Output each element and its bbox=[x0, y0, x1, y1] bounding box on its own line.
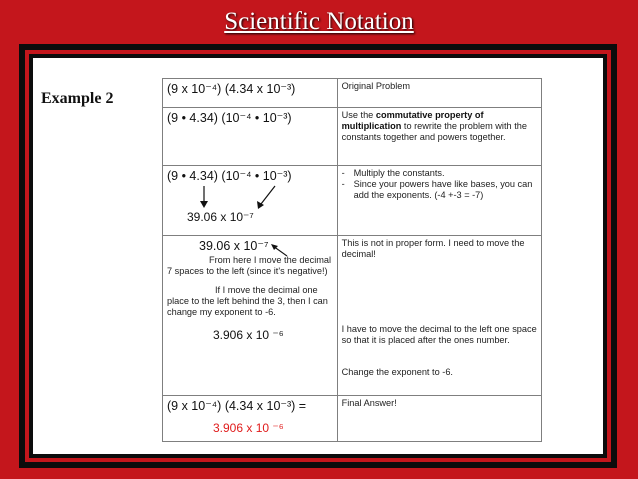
regrouped-expression: (9 • 4.34) (10⁻⁴ • 10⁻³) bbox=[167, 169, 292, 183]
bullet-item: - Multiply the constants. bbox=[341, 168, 445, 178]
left-cell bbox=[163, 79, 338, 108]
regrouped-expression: (9 • 4.34) (10⁻⁴ • 10⁻³) bbox=[167, 111, 292, 125]
table-row bbox=[163, 108, 542, 166]
original-problem-expression: (9 x 10⁻⁴) (4.34 x 10⁻³) bbox=[167, 82, 296, 96]
worked-example-table bbox=[162, 78, 542, 442]
right-cell bbox=[337, 166, 541, 236]
product-result: 39.06 x 10⁻⁷ bbox=[187, 210, 254, 224]
right-cell bbox=[337, 79, 541, 108]
move-decimal-explanation: I have to move the decimal to the left one space so that it is placed after the ones number. bbox=[341, 324, 537, 345]
example-label: Example 2 bbox=[41, 90, 114, 107]
table-row bbox=[163, 166, 542, 236]
table-row bbox=[163, 236, 542, 396]
text-run: to rewrite the problem with the constants together and powers together. bbox=[341, 121, 527, 142]
normalized-result: 3.906 x 10 ⁻⁶ bbox=[213, 328, 284, 342]
left-cell bbox=[163, 396, 338, 442]
right-cell bbox=[337, 108, 541, 166]
content-panel bbox=[33, 58, 603, 454]
bullet-item: - Since your powers have like bases, you can add the exponents. (-4 +-3 = -7) bbox=[341, 179, 533, 200]
not-proper-form-note: This is not in proper form. I need to move the decimal! bbox=[341, 238, 525, 259]
text-run: Use the bbox=[341, 110, 376, 120]
right-cell bbox=[337, 396, 541, 442]
final-expression: (9 x 10⁻⁴) (4.34 x 10⁻³) = bbox=[167, 399, 307, 413]
table-row bbox=[163, 396, 542, 442]
move-decimal-note: From here I move the decimal 7 spaces to the left (since it's negative!) bbox=[167, 255, 332, 276]
step-bullets bbox=[338, 166, 541, 203]
left-cell bbox=[163, 108, 338, 166]
step-description bbox=[338, 108, 541, 145]
change-exponent-explanation: Change the exponent to -6. bbox=[341, 367, 453, 377]
step-description: Original Problem bbox=[341, 81, 411, 91]
slide-title: Scientific Notation bbox=[224, 8, 414, 35]
right-cell bbox=[337, 236, 541, 396]
arrows-icon bbox=[163, 184, 337, 210]
left-cell bbox=[163, 236, 338, 396]
final-answer-value: 3.906 x 10 ⁻⁶ bbox=[213, 421, 284, 435]
table-row bbox=[163, 79, 542, 108]
unnormalized-result: 39.06 x 10⁻⁷ bbox=[199, 239, 269, 253]
change-exponent-note: If I move the decimal one place to the left behind the 3, then I can change my exponent to -6. bbox=[167, 285, 328, 317]
arrow-icon bbox=[271, 244, 311, 264]
bold-term: commutative property of multiplication bbox=[341, 110, 484, 131]
final-answer-label: Final Answer! bbox=[341, 398, 397, 408]
left-cell bbox=[163, 166, 338, 236]
